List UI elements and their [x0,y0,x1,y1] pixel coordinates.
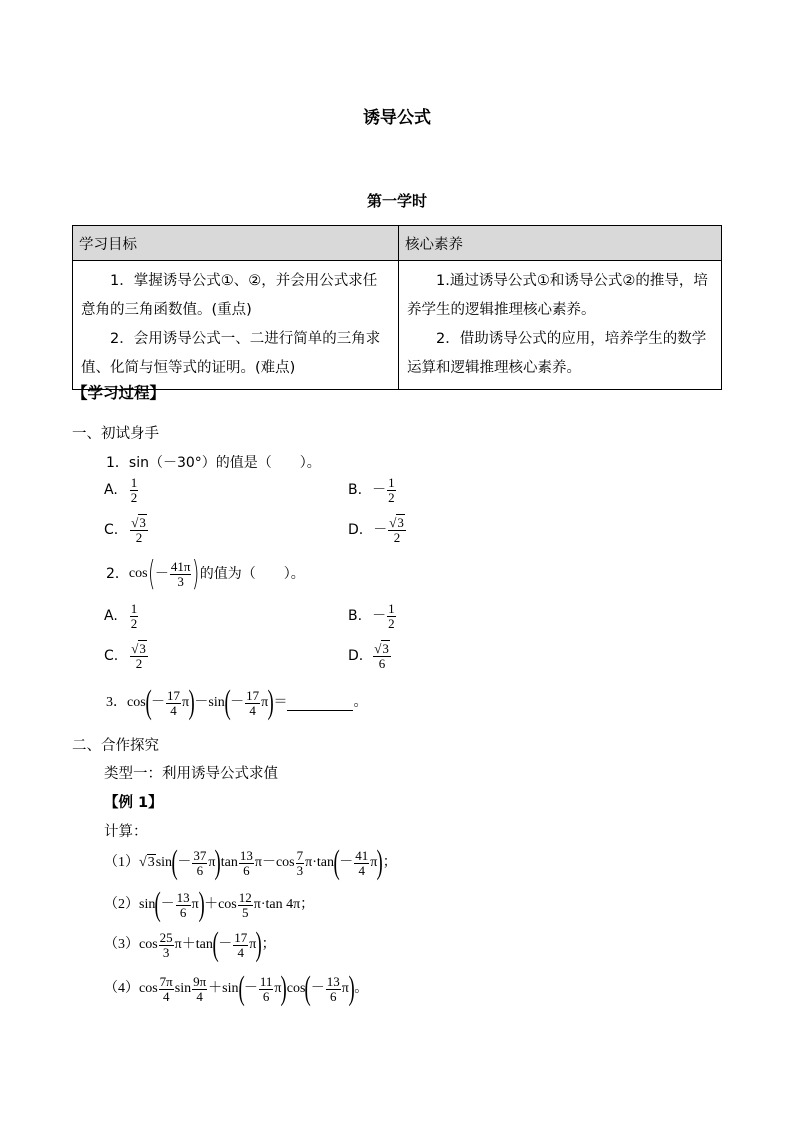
fraction: $\frac{1}{2}$ [388,601,395,631]
fraction: $\frac{41}{4}$ [355,847,369,878]
lesson-subtitle: 第一学时 [366,192,427,210]
fraction: $\frac{7\pi}{4}$ [159,973,173,1004]
fraction: $\frac{17}{4}$ [246,687,260,718]
fraction: $\frac{1}{2}$ [388,475,395,505]
fraction: $\frac{√3}{2}$ [389,515,404,545]
q2-number: 2． [106,566,129,582]
goal-1: 1．掌握诱导公式①、②，并会用公式求任意角的三角函数值。(重点) [81,273,378,318]
fraction: $\frac{√3}{2}$ [131,641,146,671]
option-letter: A. [104,482,118,499]
header-core-literacy: 核心素养 [399,226,722,261]
fraction: $\frac{17}{4}$ [234,929,248,960]
calc-item-1: （1） √3 sin ( － $\frac{37}{6}$ π ) tan $\frac{13}{6}$ π － cos $\frac{7}{3}$ π ·tan ( － $\frac{41}{4}$ π ) ； [104,844,397,881]
fraction: $\frac{√3}{6}$ [374,641,389,671]
learning-goals-cell [73,261,399,390]
goals-table [72,225,722,390]
item-number: （1） [104,855,139,870]
q3-number: 3． [106,695,127,710]
option-letter: B. [348,608,363,625]
fraction: $\frac{41\pi}{3}$ [170,558,191,589]
literacy-1: 1.通过诱导公式①和诱导公式②的推导，培养学生的逻辑推理核心素养。 [407,273,708,318]
q1-text: sin（－30°）的值是（ ）。 [128,455,321,471]
item-number: （4） [104,981,139,996]
fraction: $\frac{1}{2}$ [130,601,138,631]
goal-2: 2．会用诱导公式一、二进行简单的三角求值、化简与恒等式的证明。(难点) [81,331,381,376]
q2-option-a [104,602,139,630]
fraction: $\frac{37}{6}$ [193,847,207,878]
fraction: $\frac{17}{4}$ [167,687,180,718]
fraction: $\frac{13}{6}$ [326,973,340,1004]
header-learning-goals: 学习目标 [73,226,399,261]
process-heading: 【学习过程】 [72,384,166,402]
option-letter: D. [348,648,364,665]
fraction: $\frac{13}{6}$ [239,847,253,878]
q1-option-b: B. － $\frac{1}{2}$ [348,475,395,505]
core-literacy-cell [399,261,722,390]
section1-heading: 一、初试身手 [72,426,159,442]
q3-stem: 3． cos ( － $\frac{17}{4}$ π ) － sin ( － $\frac{17}{4}$ π ) ＝ 。 [106,684,368,721]
answer-blank [287,696,353,711]
q2-option-c [104,642,149,670]
item-number: （2） [104,897,139,912]
q1-number: 1． [106,455,129,471]
fraction: $\frac{11}{6}$ [259,973,273,1004]
q1-option-c [104,516,149,544]
q2-stem: 2． cos ( － $\frac{41\pi}{3}$ ) 的值为（ ）。 [106,554,305,594]
fraction: $\frac{13}{6}$ [176,889,190,920]
fraction: $\frac{√3}{2}$ [131,515,146,545]
q2-option-d [348,642,392,670]
calc-label: 计算： [104,824,148,840]
fraction: $\frac{7}{3}$ [296,847,304,878]
calc-item-4: （4） cos $\frac{7\pi}{4}$ sin $\frac{9\pi}{4}$ ＋ sin ( － $\frac{11}{6}$ π ) cos ( － $\frac{13}{6}$ π ) 。 [104,970,369,1007]
q2-text: 的值为（ ）。 [199,566,305,582]
calc-item-2: （2） sin ( － $\frac{13}{6}$ π ) ＋ cos $\frac{12}{5}$ π ·tan 4π ； [104,886,315,923]
page-title: 诱导公式 [363,108,431,128]
q2-option-b: B. － $\frac{1}{2}$ [348,601,395,631]
fraction: $\frac{25}{3}$ [159,929,173,960]
fraction: $\frac{1}{2}$ [130,475,138,505]
fraction: $\frac{12}{5}$ [238,889,252,920]
option-letter: D. [348,522,364,539]
option-letter: A. [104,608,118,625]
option-letter: C. [104,648,119,665]
type1-heading: 类型一：利用诱导公式求值 [104,766,278,782]
fraction: $\frac{9\pi}{4}$ [193,973,207,1004]
option-letter: B. [348,482,363,499]
q1-option-a [104,476,139,504]
q1-stem [106,456,321,470]
section2-heading: 二、合作探究 [72,738,159,754]
example-heading: 【例 1】 [104,795,163,811]
q1-option-d: D. － $\frac{√3}{2}$ [348,515,404,545]
calc-item-3: （3） cos $\frac{25}{3}$ π ＋ tan ( － $\frac{17}{4}$ π ) ； [104,926,276,963]
option-letter: C. [104,522,119,539]
literacy-2: 2．借助诱导公式的应用，培养学生的数学运算和逻辑推理核心素养。 [407,331,707,376]
item-number: （3） [104,937,139,952]
